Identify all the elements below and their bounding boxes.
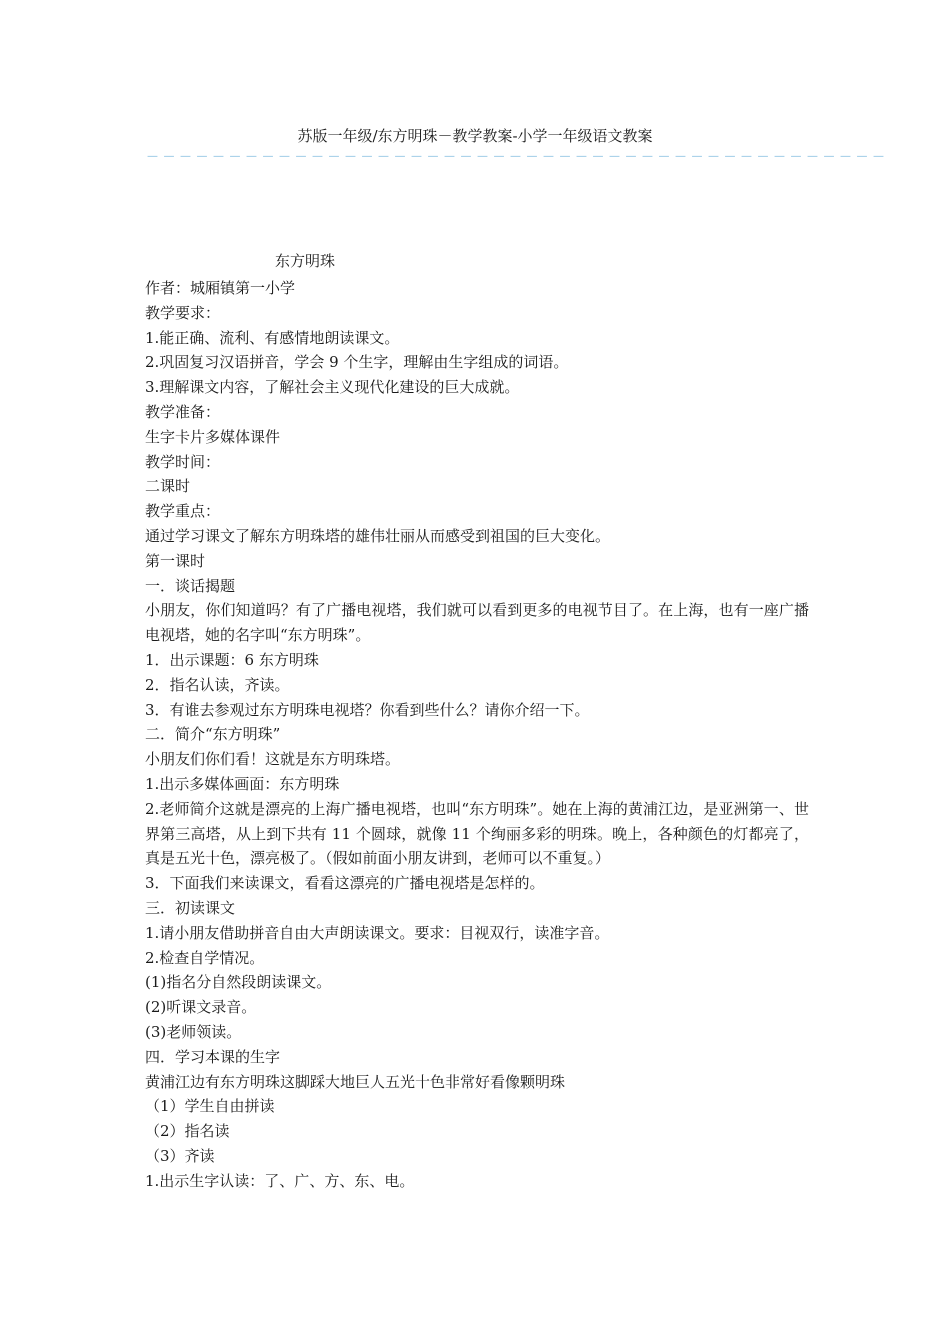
paragraph: 1.能正确、流利、有感情地朗读课文。 (145, 328, 400, 347)
section-heading: 二．简介“东方明珠” (145, 725, 281, 744)
paragraph: 小朋友，你们知道吗？有了广播电视塔，我们就可以看到更多的电视节目了。在上海，也有一座广播电视塔，她的名字叫“东方明珠”。 (145, 601, 809, 645)
author-line: 作者：城厢镇第一小学 (145, 279, 296, 297)
paragraph: 2.老师简介这就是漂亮的上海广播电视塔，也叫“东方明珠”。她在上海的黄浦江边，是亚洲第一、世界第三高塔，从上到下共有 11 个圆球，就像 11 个绚丽多彩的明珠。晚上，各种颜色的灯都亮了，真是五光十色，漂亮极了。（假如前面小朋友讲到，老师可以不重复。） (145, 799, 809, 868)
paragraph: 黄浦江边有东方明珠这脚踩大地巨人五光十色非常好看像颗明珠 (145, 1072, 566, 1091)
paragraph: 二课时 (145, 477, 191, 496)
section-heading: 第一课时 (145, 551, 206, 570)
paragraph: 3．下面我们来读课文，看看这漂亮的广播电视塔是怎样的。 (145, 874, 545, 893)
paragraph: 1.出示多媒体画面：东方明珠 (145, 774, 340, 793)
paragraph: 1.出示生字认读：了、广、方、东、电。 (145, 1171, 415, 1190)
document-title: 东方明珠 (275, 252, 336, 270)
section-heading: 三．初读课文 (145, 898, 236, 917)
paragraph: (1)指名分自然段朗读课文。 (145, 973, 332, 992)
paragraph: (2)听课文录音。 (145, 998, 257, 1017)
paragraph: （1）学生自由拼读 (145, 1097, 275, 1116)
section-heading: 教学重点： (145, 502, 221, 521)
paragraph: 生字卡片多媒体课件 (145, 427, 281, 446)
paragraph: (3)老师领读。 (145, 1022, 242, 1041)
paragraph: （3）齐读 (145, 1146, 215, 1165)
paragraph: 2.巩固复习汉语拼音，学会 9 个生字，理解由生字组成的词语。 (145, 353, 569, 372)
paragraph: （2）指名读 (145, 1122, 230, 1141)
paragraph: 通过学习课文了解东方明珠塔的雄伟壮丽从而感受到祖国的巨大变化。 (145, 526, 611, 545)
section-heading: 一．谈话揭题 (145, 576, 236, 595)
paragraph: 3.理解课文内容，了解社会主义现代化建设的巨大成就。 (145, 378, 520, 397)
header-divider: －－－－－－－－－－－－－－－－－－－－－－－－－－－－－－－－－－－－－－－－－－－－－ (146, 150, 889, 165)
paragraph: 1．出示课题：6 东方明珠 (145, 650, 319, 669)
paragraph: 1.请小朋友借助拼音自由大声朗读课文。要求：目视双行，读准字音。 (145, 923, 610, 942)
page-header-title: 苏版一年级/东方明珠－教学教案-小学一年级语文教案 (297, 127, 653, 145)
section-heading: 教学要求： (145, 303, 221, 322)
paragraph: 2．指名认读，齐读。 (145, 675, 290, 694)
section-heading: 四．学习本课的生字 (145, 1047, 281, 1066)
paragraph: 2.检查自学情况。 (145, 948, 265, 967)
paragraph: 小朋友们你们看！这就是东方明珠塔。 (145, 750, 401, 769)
paragraph: 3．有谁去参观过东方明珠电视塔？你看到些什么？请你介绍一下。 (145, 700, 590, 719)
document-body (145, 276, 809, 1193)
section-heading: 教学准备： (145, 402, 221, 421)
section-heading: 教学时间： (145, 452, 221, 471)
